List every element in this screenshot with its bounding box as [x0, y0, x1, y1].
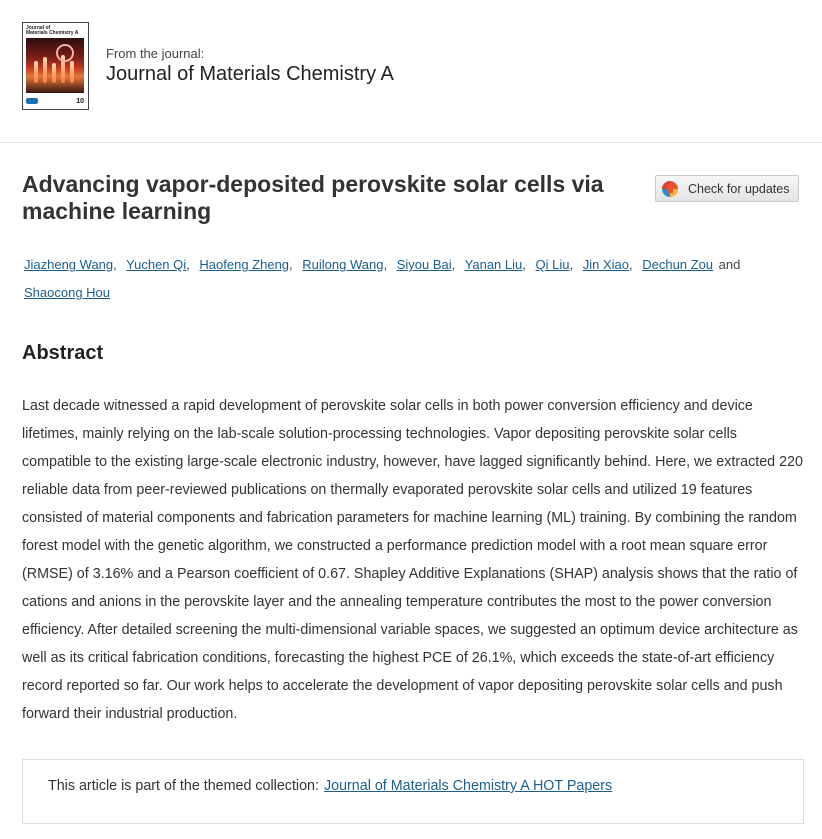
- themed-collection-link[interactable]: Journal of Materials Chemistry A HOT Papers: [323, 778, 613, 794]
- author-link[interactable]: Qi Liu: [535, 257, 570, 272]
- journal-cover-image[interactable]: [22, 22, 89, 110]
- check-for-updates-button[interactable]: [655, 175, 799, 202]
- author-link[interactable]: Yuchen Qi: [126, 257, 187, 272]
- author-link[interactable]: Jin Xiao: [582, 257, 629, 272]
- crossmark-icon: [662, 181, 678, 197]
- author-link[interactable]: Shaocong Hou: [24, 285, 111, 300]
- cover-title: Journal of Materials Chemistry A: [26, 25, 79, 36]
- author-link[interactable]: Yanan Liu: [464, 257, 523, 272]
- cover-footer: [26, 96, 84, 106]
- journal-name: Journal of Materials Chemistry A: [106, 63, 394, 85]
- rsc-logo-icon: [26, 98, 38, 104]
- cover-issue-number: 10: [76, 97, 84, 105]
- author-link[interactable]: Siyou Bai: [396, 257, 452, 272]
- author-link[interactable]: Jiazheng Wang: [24, 257, 114, 272]
- and-connector: and: [718, 257, 741, 272]
- cover-artwork: [26, 38, 84, 93]
- article-title: Advancing vapor-deposited perovskite solar cells via machine learning: [22, 171, 604, 224]
- author-link[interactable]: Haofeng Zheng: [199, 257, 290, 272]
- author-list: Jiazheng Wang, Yuchen Qi, Haofeng Zheng, Ruilong Wang, Siyou Bai, Yanan Liu, Qi Liu, Jin Xiao, Dechun Zou and Shaocong Hou: [24, 257, 741, 300]
- author-link[interactable]: Ruilong Wang: [302, 257, 384, 272]
- themed-collection-note: [48, 778, 612, 794]
- check-for-updates-label: Check for updates: [688, 181, 790, 196]
- themed-collection-box: [22, 759, 804, 824]
- journal-header: [0, 0, 822, 143]
- abstract-text: Last decade witnessed a rapid development of perovskite solar cells in both power conversion efficiency and device lifetimes, mainly relying on the lab-scale solution-processing technologies. Vapor depositing perovskite solar cells compatible to the existing large-scale electronic industry, however, have lagged significantly behind. Here, we extracted 220 reliable data from peer-reviewed publications on thermally evaporated perovskite solar cells and utilized 19 features consisted of material components and fabrication parameters for machine learning (ML) training. By combining the random forest model with the genetic algorithm, we constructed a performance prediction model with a root mean square error (RMSE) of 3.16% and a Pearson coefficient of 0.67. Shapley Additive Explanations (SHAP) analysis shows that the ratio of cations and anions in the perovskite layer and the annealing temperature contributes the most to the power conversion efficiency. After detailed screening the multi-dimensional variable spaces, we suggested an optimum device architecture as well as its critical fabrication conditions, forecasting the highest PCE of 26.1%, which exceeds the state-of-art efficiency record reported so far. Our work helps to accelerate the development of vapor depositing perovskite solar cells and push forward their industrial production.: [22, 398, 803, 722]
- from-journal-label: From the journal:: [106, 46, 205, 61]
- themed-collection-label: This article is part of the themed collection:: [48, 778, 319, 794]
- author-link[interactable]: Dechun Zou: [642, 257, 714, 272]
- abstract-heading: Abstract: [22, 342, 104, 364]
